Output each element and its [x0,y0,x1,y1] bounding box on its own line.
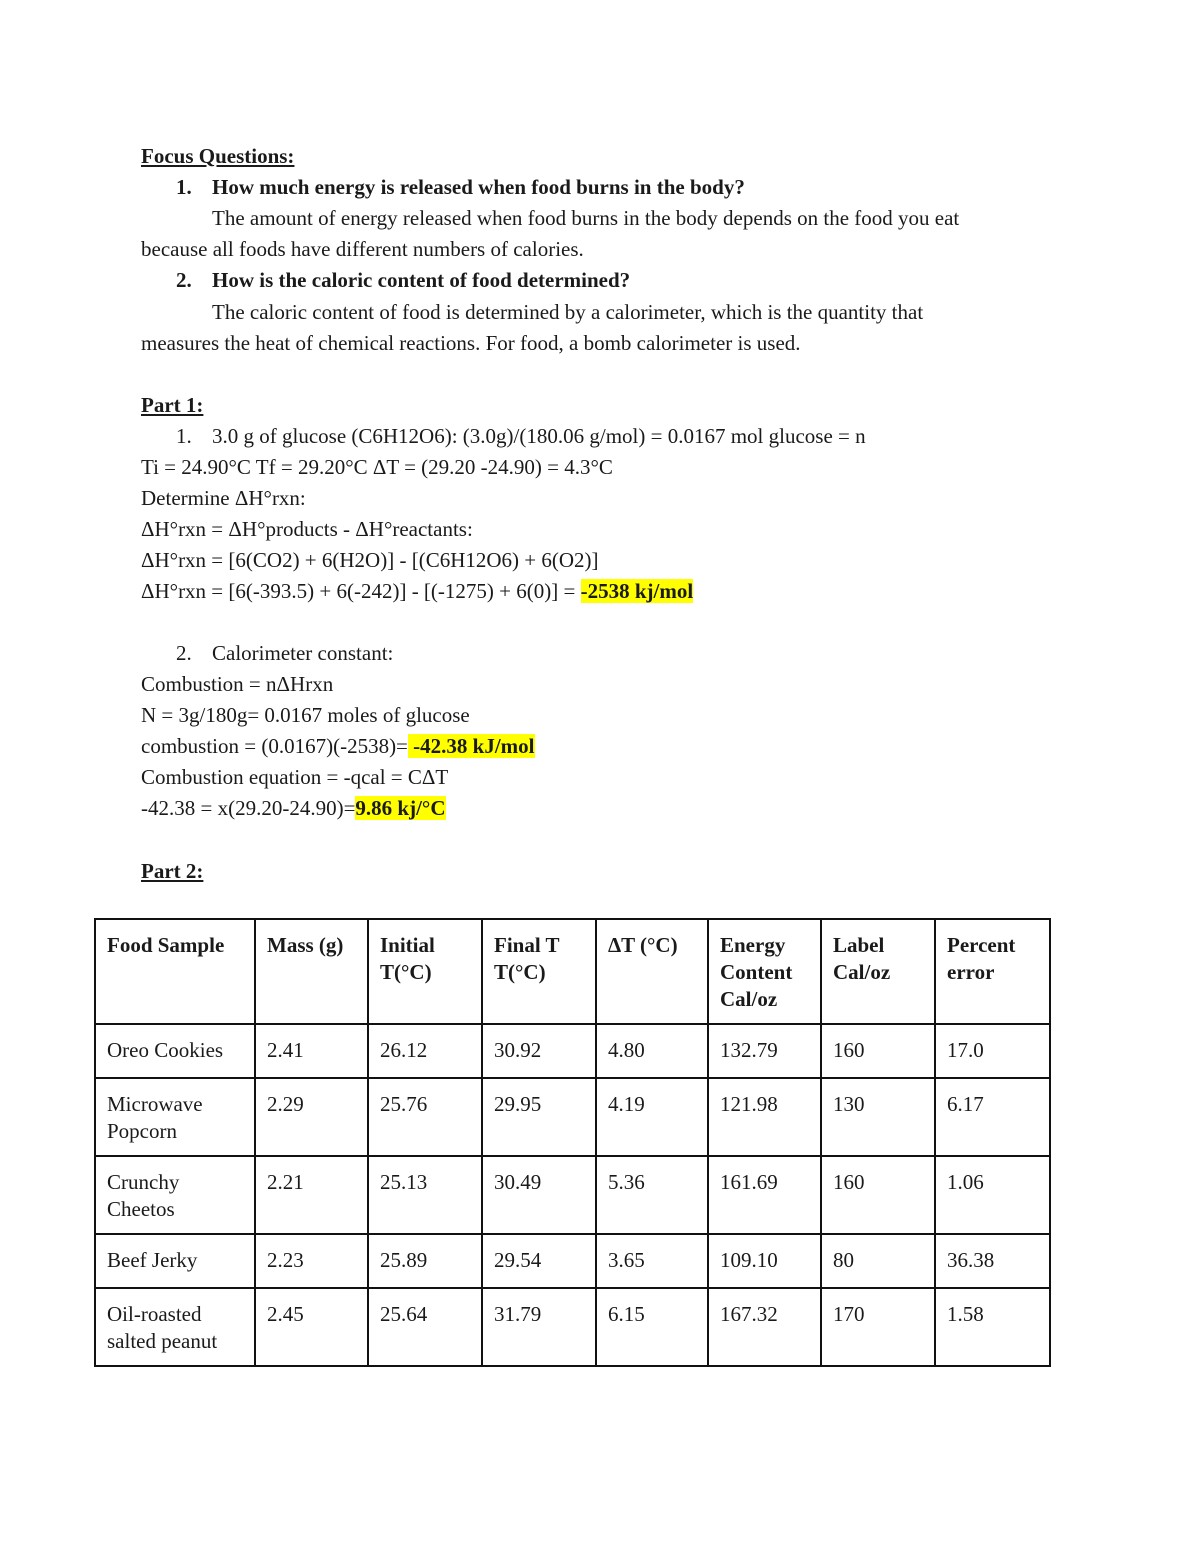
table-cell: Beef Jerky [95,1234,255,1288]
table-cell: 2.41 [255,1024,368,1078]
table-cell: 4.19 [596,1078,708,1156]
column-header: ΔT (°C) [596,919,708,1024]
table-cell: 29.95 [482,1078,596,1156]
table-row [95,1234,1050,1288]
table-cell: Crunchy Cheetos [95,1156,255,1234]
table-cell: 29.54 [482,1234,596,1288]
table-cell: Oreo Cookies [95,1024,255,1078]
part-2-heading: Part 2: [141,859,204,883]
table-cell: 2.21 [255,1156,368,1234]
combustion-line-2: N = 3g/180g= 0.0167 moles of glucose [141,703,470,727]
table-cell: 2.45 [255,1288,368,1366]
enthalpy-equation-1: ΔH°rxn = ΔH°products - ΔH°reactants: [141,517,473,541]
part-1-item-1-number: 1. [176,424,192,448]
temperatures-line: Ti = 24.90°C Tf = 29.20°C ΔT = (29.20 -24.90) = 4.3°C [141,455,613,479]
combustion-line-1: Combustion = nΔHrxn [141,672,334,696]
table-cell: 167.32 [708,1288,821,1366]
column-header: Final T T(°C) [482,919,596,1024]
table-cell: 30.92 [482,1024,596,1078]
table-cell: 25.64 [368,1288,482,1366]
question-2: How is the caloric content of food determined? [212,268,631,292]
table-cell: 5.36 [596,1156,708,1234]
enthalpy-equation-2: ΔH°rxn = [6(CO2) + 6(H2O)] - [(C6H12O6) + 6(O2)] [141,548,599,572]
question-1: How much energy is released when food burns in the body? [212,175,745,199]
table-cell: 30.49 [482,1156,596,1234]
answer-1-line-1: The amount of energy released when food burns in the body depends on the food you eat [212,206,960,230]
table-cell: 26.12 [368,1024,482,1078]
question-2-number: 2. [176,268,192,292]
table-cell: 160 [821,1156,935,1234]
table-row [95,1024,1050,1078]
table-cell: 17.0 [935,1024,1050,1078]
combustion-line-5 [141,795,446,821]
combustion-result-highlight: -42.38 kJ/mol [407,734,535,758]
table-cell: 161.69 [708,1156,821,1234]
determine-line: Determine ΔH°rxn: [141,486,306,510]
answer-2-line-1: The caloric content of food is determined by a calorimeter, which is the quantity that [212,300,924,324]
table-cell: 3.65 [596,1234,708,1288]
part-1-heading: Part 1: [141,393,204,417]
part-1-item-2-number: 2. [176,641,192,665]
part-1-item-1: 3.0 g of glucose (C6H12O6): (3.0g)/(180.06 g/mol) = 0.0167 mol glucose = n [212,424,866,448]
table-cell: Microwave Popcorn [95,1078,255,1156]
table-cell: 31.79 [482,1288,596,1366]
column-header: Energy Content Cal/oz [708,919,821,1024]
calorimeter-constant-highlight: 9.86 kj/°C [355,796,446,820]
food-energy-table [94,918,1051,1367]
table-cell: 109.10 [708,1234,821,1288]
combustion-line-3-text: combustion = (0.0167)(-2538)= [141,734,408,758]
table-cell: 25.76 [368,1078,482,1156]
table-cell: 132.79 [708,1024,821,1078]
question-1-number: 1. [176,175,192,199]
table-header-row [95,919,1050,1024]
enthalpy-equation-3 [141,578,693,604]
combustion-line-5-text: -42.38 = x(29.20-24.90)= [141,796,356,820]
focus-heading: Focus Questions: [141,144,295,168]
table-cell: 121.98 [708,1078,821,1156]
table-row [95,1078,1050,1156]
column-header: Percent error [935,919,1050,1024]
answer-1-line-2: because all foods have different numbers of calories. [141,237,584,261]
combustion-line-3 [141,733,535,759]
table-cell: 160 [821,1024,935,1078]
table-cell: 2.29 [255,1078,368,1156]
table-cell: 36.38 [935,1234,1050,1288]
part-1-item-2: Calorimeter constant: [212,641,394,665]
table-cell: 170 [821,1288,935,1366]
column-header: Initial T(°C) [368,919,482,1024]
table-cell: Oil-roasted salted peanut [95,1288,255,1366]
column-header: Food Sample [95,919,255,1024]
column-header: Label Cal/oz [821,919,935,1024]
table-cell: 4.80 [596,1024,708,1078]
table-cell: 1.06 [935,1156,1050,1234]
answer-2-line-2: measures the heat of chemical reactions. For food, a bomb calorimeter is used. [141,331,801,355]
column-header: Mass (g) [255,919,368,1024]
table-cell: 2.23 [255,1234,368,1288]
table-cell: 1.58 [935,1288,1050,1366]
table-cell: 130 [821,1078,935,1156]
table-cell: 25.89 [368,1234,482,1288]
table-row [95,1288,1050,1366]
enthalpy-result-highlight: -2538 kj/mol [580,579,694,603]
table-cell: 25.13 [368,1156,482,1234]
table-cell: 6.17 [935,1078,1050,1156]
combustion-line-4: Combustion equation = -qcal = CΔT [141,765,449,789]
table-cell: 6.15 [596,1288,708,1366]
table-row [95,1156,1050,1234]
table-cell: 80 [821,1234,935,1288]
enthalpy-equation-3-text: ΔH°rxn = [6(-393.5) + 6(-242)] - [(-1275) + 6(0)] = [141,579,581,603]
